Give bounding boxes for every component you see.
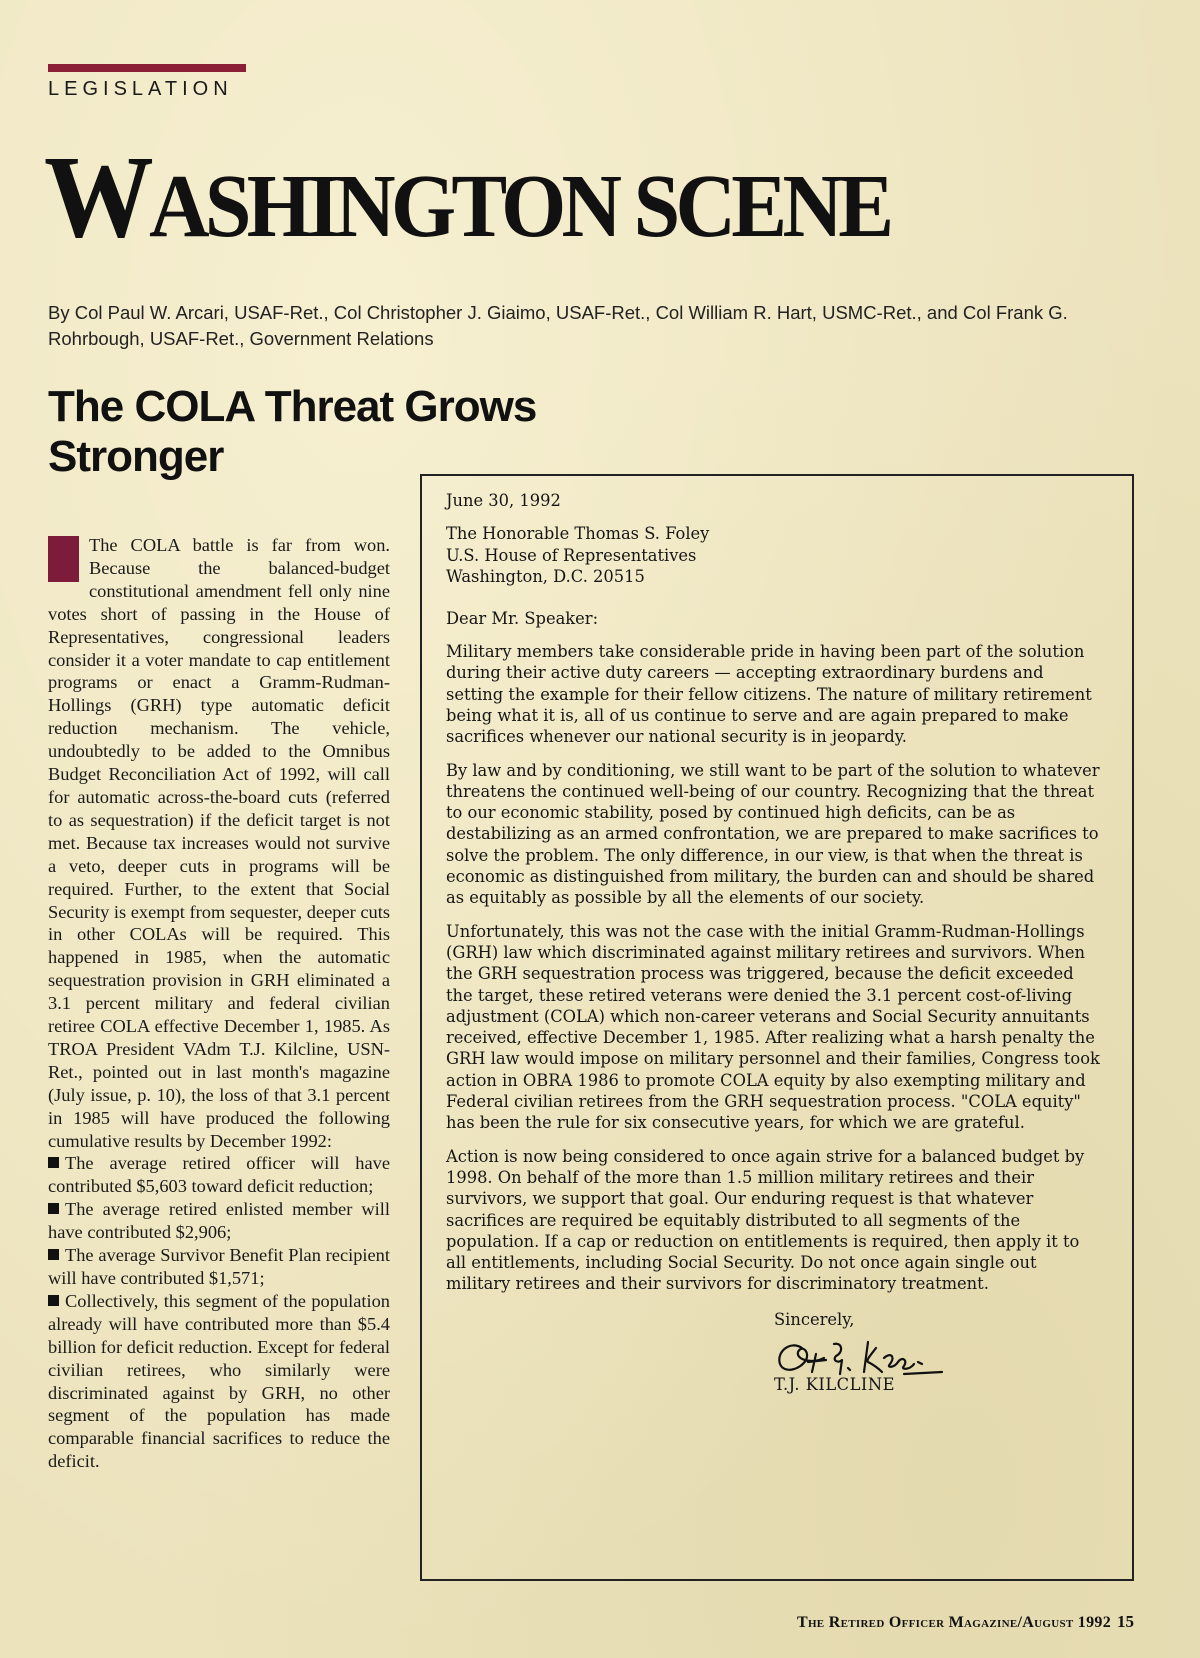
article-headline: The COLA Threat Grows Stronger — [48, 382, 537, 481]
page-footer — [797, 1612, 1134, 1632]
letter-date: June 30, 1992 — [446, 491, 561, 510]
masthead-title — [44, 131, 890, 262]
address-line: U.S. House of Representatives — [446, 545, 697, 565]
letter-paragraph: Unfortunately, this was not the case with the initial Gramm-Rudman-Hollings (GRH) law which discriminated against military retirees and survivors. When the GRH sequestration process was triggered, because the deficit exceeded the target, these retired veterans were denied the 3.1 percent cost-of-living adjustment (COLA) which non-career veterans and Social Security annuitants received, effective December 1, 1985. After realizing what a harsh penalty the GRH law would impose on military personnel and their families, Congress took action in OBRA 1986 to promote COLA equity by also exempting military and Federal civilian retirees from the GRH sequestration process. "COLA equity" has been the rule for six consecutive years, for which we are grateful. — [446, 921, 1100, 1133]
article-body — [48, 534, 390, 1473]
bullet-item: The average retired enlisted member will have contributed $2,906; — [48, 1199, 390, 1243]
bullet-item: Collectively, this segment of the population already will have contributed more than $5.4 billion for deficit reduction. Except for federal civilian retirees, who similarly were discriminated against by GRH, no other segment of the population has made comparable financial sacrifices to reduce the deficit. — [48, 1290, 390, 1472]
byline: By Col Paul W. Arcari, USAF-Ret., Col Christopher J. Giaimo, USAF-Ret., Col William R. Hart, USMC-Ret., and Col Frank G. Rohrbough, USAF-Ret., Government Relations — [48, 302, 1068, 349]
letter-closing-block — [774, 1309, 1101, 1396]
section-accent-bar — [48, 64, 246, 72]
masthead-rest: ASHINGTON SCENE — [149, 157, 890, 256]
letter — [446, 490, 1101, 1395]
letter-paragraph: Military members take considerable pride in having been part of the solution during their active duty careers — accepting extraordinary burdens and setting the example for their fellow citizens. The nature of military retirement being what it is, all of us continue to serve and are again prepared to make sacrifices whenever our national security is in jeopardy. — [446, 642, 1092, 747]
square-bullet-icon — [48, 1203, 59, 1214]
square-bullet-icon — [48, 1295, 59, 1306]
signature-image — [772, 1334, 962, 1378]
letter-paragraph: Action is now being considered to once again strive for a balanced budget by 1998. On behalf of the more than 1.5 million military retirees and their survivors, we support that goal. Our enduring request is that whatever sacrifices are required be equitably distributed to all segments of the population. If a cap or reduction on entitlements is required, then apply it to all entitlements, including Social Security. Do not once again single out military retirees and their survivors for discriminatory treatment. — [446, 1146, 1085, 1294]
masthead-initial: W — [44, 131, 150, 262]
section-label: LEGISLATION — [48, 78, 233, 100]
publication-name: The Retired Officer Magazine/August 1992 — [796, 1614, 1111, 1631]
letter-address — [446, 523, 1101, 588]
drop-cap-square — [48, 536, 79, 582]
page-number: 15 — [1117, 1612, 1134, 1631]
letter-signer: T.J. KILCLINE — [774, 1375, 895, 1394]
address-line: The Honorable Thomas S. Foley — [446, 524, 710, 544]
address-line: Washington, D.C. 20515 — [446, 567, 645, 587]
bullet-item: The average Survivor Benefit Plan recipient will have contributed $1,571; — [48, 1245, 390, 1288]
bullet-item: The average retired officer will have contributed $5,603 toward deficit reduction; — [48, 1153, 390, 1197]
square-bullet-icon — [48, 1157, 59, 1168]
letter-closing: Sincerely, — [774, 1309, 855, 1329]
article-paragraph: The COLA battle is far from won. Because the balanced-budget constitutional amendment fell only nine votes short of passing in the House of Representatives, congressional leaders consider it a voter mandate to cap entitlement programs or enact a Gramm-Rudman-Hollings (GRH) type automatic deficit reduction mechanism. The vehicle, undoubtedly to be added to the Omnibus Budget Reconciliation Act of 1992, will call for automatic across-the-board cuts (referred to as sequestration) if the deficit target is not met. Because tax increases would not survive a veto, deeper cuts in programs will be required. Further, to the extent that Social Security is exempt from sequester, deeper cuts in other COLAs will be required. This happened in 1985, when the automatic sequestration provision in GRH eliminated a 3.1 percent military and federal civilian retiree COLA effective December 1, 1985. As TROA President VAdm T.J. Kilcline, USN-Ret., pointed out in last month's magazine (July issue, p. 10), the loss of that 3.1 percent in 1985 will have produced the following cumulative results by December 1992: — [48, 535, 390, 1151]
square-bullet-icon — [48, 1249, 59, 1260]
letter-paragraph: By law and by conditioning, we still want to be part of the solution to whatever threatens the continued well-being of our country. Recognizing that the threat to our economic stability, posed by continued high deficits, can be as destabilizing as an armed confrontation, we are prepared to make sacrifices to solve the problem. The only difference, in our view, is that when the threat is economic as distinguished from military, the burden can and should be shared as equitably as possible by all the elements of our society. — [446, 760, 1100, 908]
letter-salutation: Dear Mr. Speaker: — [446, 608, 599, 628]
